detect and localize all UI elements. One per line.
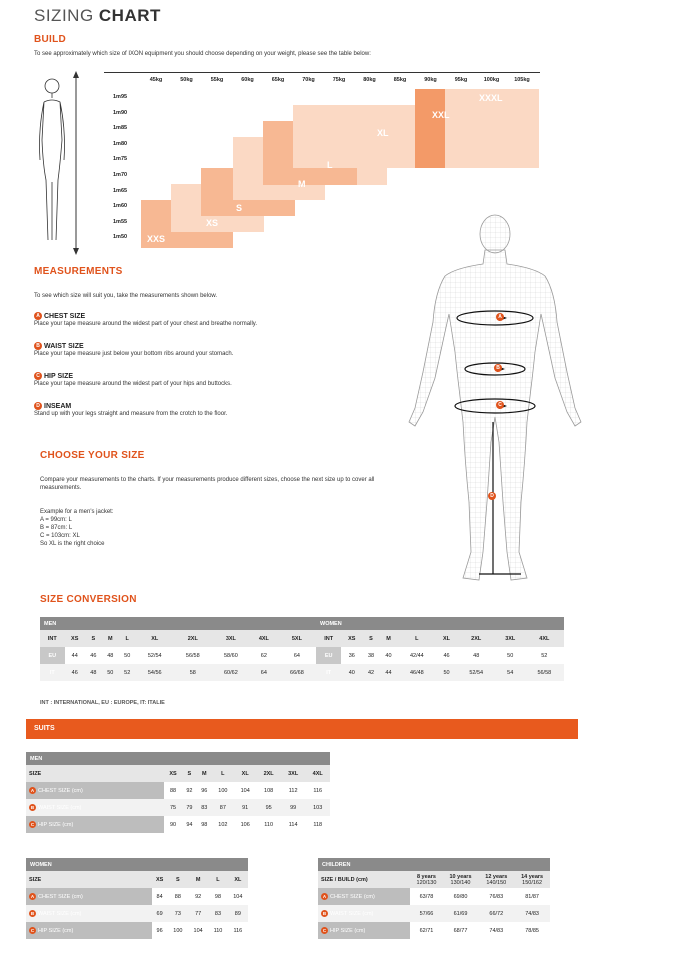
figure-badge-d-icon: D bbox=[488, 492, 496, 500]
size-header: 3XL bbox=[281, 765, 306, 782]
height-label: 1m75 bbox=[113, 156, 128, 163]
height-label: 1m50 bbox=[113, 234, 128, 241]
table-cell: 64 bbox=[250, 664, 278, 681]
table-row bbox=[318, 922, 550, 939]
weight-label: 105kg bbox=[514, 77, 530, 83]
size-band bbox=[323, 121, 415, 168]
measurement-hip: C HIP SIZE Place your tape measure around the widest part of your hips and buttocks. bbox=[34, 372, 232, 387]
table-cell: 96 bbox=[156, 927, 163, 934]
measurement-list bbox=[34, 312, 374, 418]
table-row bbox=[26, 922, 248, 939]
height-label: 1m80 bbox=[113, 140, 128, 147]
table-cell: 79 bbox=[182, 799, 197, 816]
table-cell: 63/78 bbox=[419, 893, 434, 900]
table-cell: 57/66 bbox=[410, 905, 442, 922]
size-band-label: M bbox=[298, 179, 306, 189]
size-header-label: SIZE bbox=[26, 765, 164, 782]
size-header: S bbox=[182, 765, 197, 782]
table-cell: 58 bbox=[174, 664, 212, 681]
table-cell: 104 bbox=[240, 787, 250, 794]
row-label-text: CHEST SIZE (cm) bbox=[330, 893, 375, 900]
conversion-men-table: MEN INT XS S M L XL 2XL 3XL 4XL 5XL EU 44 46 48 50 52/54 56/58 58/60 62 64 IT 46 48 50 52 54/56 58 60/62 64 66/68 bbox=[40, 617, 316, 681]
size-age: 10 years bbox=[449, 873, 472, 880]
table-cell: 46/48 bbox=[397, 664, 436, 681]
table-cell: 42/44 bbox=[409, 652, 424, 659]
table-cell: 58/60 bbox=[223, 652, 238, 659]
table-cell: 95 bbox=[256, 799, 281, 816]
choose-example: Example for a men's jacket: A = 99cm: L B = 87cm: L C = 103cm: XL So XL is the right choice bbox=[40, 509, 114, 547]
height-label: 1m95 bbox=[113, 94, 128, 100]
size-header-label: SIZE / BUILD (cm) bbox=[318, 871, 410, 888]
table-row bbox=[318, 888, 550, 905]
suits-banner: SUITS bbox=[26, 719, 578, 739]
size-build: 130/140 bbox=[450, 879, 471, 886]
table-cell: 99 bbox=[281, 799, 306, 816]
build-heading: BUILD bbox=[34, 34, 67, 45]
weight-label: 75kg bbox=[332, 77, 346, 83]
table-cell: 96 bbox=[201, 787, 208, 794]
size-header: M bbox=[197, 765, 212, 782]
table-cell: EU bbox=[316, 647, 341, 664]
conversion-heading: SIZE CONVERSION bbox=[40, 594, 137, 605]
table-cell: 48 bbox=[473, 652, 480, 659]
size-header bbox=[410, 871, 442, 888]
size-header: XL bbox=[228, 871, 248, 888]
table-cell: 54 bbox=[496, 664, 525, 681]
table-cell: IT bbox=[316, 664, 341, 681]
table-cell: EU bbox=[40, 647, 65, 664]
table-cell: 94 bbox=[186, 821, 193, 828]
table-cell: 83 bbox=[197, 799, 212, 816]
table-cell: IT bbox=[40, 664, 65, 681]
row-label bbox=[26, 922, 152, 939]
table-cell: 81/87 bbox=[525, 893, 539, 900]
table-cell: 100 bbox=[173, 927, 183, 934]
table-cell: 50 bbox=[437, 664, 457, 681]
measurement-inseam: D INSEAM Stand up with your legs straight and measure from the crotch to the floor. bbox=[34, 402, 228, 417]
table-cell: 98 bbox=[201, 821, 208, 828]
row-label bbox=[318, 905, 410, 922]
measurement-waist: B WAIST SIZE Place your tape measure just below your bottom ribs around your stomach. bbox=[34, 342, 234, 357]
table-cell: 50 bbox=[124, 652, 131, 659]
table-row bbox=[26, 816, 330, 833]
table-cell: M bbox=[102, 630, 119, 647]
table-cell: 104 bbox=[193, 927, 203, 934]
size-header: XS bbox=[164, 765, 182, 782]
table-cell: 36 bbox=[348, 652, 355, 659]
weight-label: 55kg bbox=[210, 77, 224, 83]
figure-badge-a-icon: A bbox=[496, 313, 504, 321]
table-cell: 2XL bbox=[174, 630, 212, 647]
table-cell: 52/54 bbox=[147, 652, 162, 659]
table-cell: 60/62 bbox=[212, 664, 250, 681]
size-header: 2XL bbox=[256, 765, 281, 782]
table-cell: XS bbox=[341, 630, 362, 647]
weight-label: 70kg bbox=[302, 77, 315, 83]
size-build: 140/150 bbox=[486, 879, 507, 886]
table-cell: 40 bbox=[385, 652, 392, 659]
weight-label: 60kg bbox=[241, 77, 254, 83]
table-cell: 108 bbox=[264, 787, 274, 794]
table-cell: XS bbox=[65, 630, 85, 647]
table-cell: 44 bbox=[380, 664, 397, 681]
size-build: 150/162 bbox=[522, 879, 543, 886]
size-header bbox=[478, 871, 514, 888]
badge-icon: C bbox=[30, 928, 35, 933]
row-label-text: HIP SIZE (cm) bbox=[38, 927, 74, 934]
table-cell: 88 bbox=[169, 787, 177, 794]
suits-men-table: MEN SIZE XS S M L XL 2XL 3XL 4XL A CHEST SIZE (cm) 88 92 96 100 104 108 112 116 B WAIST SIZE (cm) 75 79 83 87 91 95 99 103 C HIP SIZE (cm) 90 94 98 102 106 110 114 118 bbox=[26, 752, 330, 833]
table-cell: 48 bbox=[107, 652, 114, 659]
table-cell: 102 bbox=[218, 821, 228, 828]
table-cell: 87 bbox=[212, 799, 234, 816]
build-intro: To see approximately which size of IXON equipment you should choose depending on your weight, please see the table below: bbox=[34, 51, 371, 57]
table-cell: 66/68 bbox=[278, 664, 316, 681]
table-cell: 66/72 bbox=[478, 905, 514, 922]
row-label-text: WAIST SIZE (cm) bbox=[330, 910, 374, 917]
table-cell: 83 bbox=[208, 905, 227, 922]
table-cell: S bbox=[362, 630, 379, 647]
table-cell: 118 bbox=[313, 821, 323, 828]
badge-icon: A bbox=[30, 894, 35, 899]
table-cell: 4XL bbox=[250, 630, 278, 647]
table-cell: 62/71 bbox=[419, 927, 434, 934]
row-label bbox=[26, 799, 164, 816]
table-cell: 112 bbox=[288, 787, 298, 794]
table-row bbox=[26, 888, 248, 905]
table-cell: 92 bbox=[186, 787, 193, 794]
height-label: 1m90 bbox=[113, 109, 128, 116]
size-build: 120/130 bbox=[416, 879, 437, 886]
weight-label: 50kg bbox=[180, 77, 193, 83]
badge-d-icon: D bbox=[34, 402, 42, 410]
table-cell: 116 bbox=[233, 927, 243, 934]
weight-label: 65kg bbox=[271, 77, 285, 83]
table-cell: INT bbox=[40, 630, 65, 647]
size-header bbox=[443, 871, 479, 888]
size-age: 14 years bbox=[521, 873, 544, 880]
table-cell: 54/56 bbox=[136, 664, 174, 681]
table-cell: 73 bbox=[168, 905, 188, 922]
weight-label: 100kg bbox=[483, 77, 500, 83]
size-band-label: S bbox=[236, 203, 243, 213]
table-cell: 100 bbox=[218, 787, 228, 794]
size-header: L bbox=[208, 871, 227, 888]
row-label-text: CHEST SIZE (cm) bbox=[38, 893, 83, 900]
height-label: 1m70 bbox=[113, 172, 128, 178]
size-age: 12 years bbox=[485, 873, 508, 880]
table-cell: 89 bbox=[228, 905, 248, 922]
size-age: 8 years bbox=[416, 873, 436, 880]
height-label: 1m60 bbox=[113, 203, 128, 210]
table-cell: 77 bbox=[188, 905, 208, 922]
table-row bbox=[26, 905, 248, 922]
table-cell: 44 bbox=[71, 652, 78, 659]
row-label-text: HIP SIZE (cm) bbox=[330, 927, 366, 934]
size-band-label: XL bbox=[377, 128, 389, 138]
table-cell: 46 bbox=[65, 664, 85, 681]
badge-c-icon: C bbox=[34, 372, 42, 380]
size-band-label: XXXL bbox=[479, 93, 503, 103]
table-cell: 40 bbox=[341, 664, 362, 681]
weight-label: 80kg bbox=[363, 77, 376, 83]
size-header: S bbox=[168, 871, 188, 888]
table-cell: S bbox=[85, 630, 102, 647]
table-cell: 38 bbox=[367, 652, 375, 659]
weight-label: 90kg bbox=[424, 77, 437, 83]
table-cell: 56/58 bbox=[525, 664, 564, 681]
row-label bbox=[26, 905, 152, 922]
table-cell: 62 bbox=[260, 652, 267, 659]
badge-icon: B bbox=[322, 911, 327, 916]
table-cell: 90 bbox=[169, 821, 177, 828]
table-row bbox=[318, 905, 550, 922]
table-cell: 68/77 bbox=[453, 927, 468, 934]
table-cell: 50 bbox=[507, 652, 514, 659]
table-cell: L bbox=[119, 630, 136, 647]
height-label: 1m55 bbox=[113, 218, 128, 225]
size-header: XS bbox=[152, 871, 168, 888]
size-header: M bbox=[188, 871, 208, 888]
badge-icon: A bbox=[322, 894, 327, 899]
conversion-note: INT : INTERNATIONAL, EU : EUROPE, IT: ITALIE bbox=[40, 700, 165, 706]
table-cell: 48 bbox=[85, 664, 102, 681]
table-cell: 52 bbox=[541, 652, 548, 659]
figure-badge-b-icon: B bbox=[494, 364, 502, 372]
table-cell: 69 bbox=[152, 905, 168, 922]
table-cell: XL bbox=[136, 630, 174, 647]
size-header: XL bbox=[234, 765, 256, 782]
badge-icon: C bbox=[30, 822, 35, 827]
size-band-label: XS bbox=[206, 218, 219, 228]
table-cell: 46 bbox=[90, 652, 97, 659]
badge-icon: B bbox=[30, 805, 35, 810]
table-cell: 2XL bbox=[457, 630, 496, 647]
table-row bbox=[26, 782, 330, 799]
table-cell: 116 bbox=[313, 787, 323, 794]
table-cell: 88 bbox=[174, 893, 181, 900]
table-cell: 4XL bbox=[525, 630, 564, 647]
table-cell: 42 bbox=[362, 664, 379, 681]
badge-b-icon: B bbox=[34, 342, 42, 350]
height-label: 1m85 bbox=[113, 125, 128, 132]
size-header-label: SIZE bbox=[26, 871, 152, 888]
table-cell: 92 bbox=[195, 893, 202, 900]
table-cell: 98 bbox=[214, 893, 222, 900]
size-band-label: XXS bbox=[147, 234, 166, 244]
weight-label: 95kg bbox=[454, 77, 468, 83]
size-band-label: XXL bbox=[432, 110, 450, 120]
table-cell: 50 bbox=[102, 664, 119, 681]
table-row bbox=[26, 799, 330, 816]
row-label bbox=[26, 888, 152, 905]
table-cell: 69/80 bbox=[453, 893, 468, 900]
table-cell: 64 bbox=[293, 652, 300, 659]
measurements-heading: MEASUREMENTS bbox=[34, 266, 123, 277]
table-cell: 52/54 bbox=[457, 664, 496, 681]
measurement-chest: A CHEST SIZE Place your tape measure around the widest part of your chest and breathe normally. bbox=[34, 312, 258, 327]
table-cell: 84 bbox=[156, 893, 163, 900]
table-cell: 56/58 bbox=[185, 652, 200, 659]
table-cell: L bbox=[397, 630, 436, 647]
size-header bbox=[514, 871, 550, 888]
choose-heading: CHOOSE YOUR SIZE bbox=[40, 450, 145, 461]
table-cell: 110 bbox=[264, 821, 274, 828]
table-cell: 78/85 bbox=[525, 927, 539, 934]
body-measurement-figure bbox=[395, 212, 595, 592]
table-cell: 76/83 bbox=[489, 893, 504, 900]
table-cell: 3XL bbox=[496, 630, 525, 647]
figure-badge-c-icon: C bbox=[496, 401, 504, 409]
row-label bbox=[26, 816, 164, 833]
table-cell: 103 bbox=[305, 799, 330, 816]
table-cell: 61/69 bbox=[443, 905, 479, 922]
row-label-text: WAIST SIZE (cm) bbox=[38, 804, 82, 811]
table-cell: 46 bbox=[443, 652, 450, 659]
table-cell: 5XL bbox=[278, 630, 316, 647]
table-cell: 74/83 bbox=[514, 905, 550, 922]
table-cell: M bbox=[380, 630, 397, 647]
suits-women-table: WOMEN SIZE XS S M L XL A CHEST SIZE (cm) 84 88 92 98 104 B WAIST SIZE (cm) 69 73 77 83 89 C HIP SIZE (cm) 96 100 104 110 116 bbox=[26, 858, 248, 939]
badge-a-icon: A bbox=[34, 312, 42, 320]
table-cell: 91 bbox=[234, 799, 256, 816]
measurements-intro: To see which size will suit you, take the measurements shown below. bbox=[34, 293, 218, 299]
table-cell: XL bbox=[437, 630, 457, 647]
table-cell: 104 bbox=[233, 893, 243, 900]
weight-label: 45kg bbox=[149, 77, 163, 83]
row-label-text: HIP SIZE (cm) bbox=[38, 821, 74, 828]
badge-icon: C bbox=[322, 928, 327, 933]
table-cell: 74/83 bbox=[489, 927, 504, 934]
table-cell: 75 bbox=[164, 799, 182, 816]
row-label-text: CHEST SIZE (cm) bbox=[38, 787, 83, 794]
badge-icon: A bbox=[30, 788, 35, 793]
choose-text: Compare your measurements to the charts. If your measurements produce different sizes, choose the next size up to cover all measurements. bbox=[40, 477, 375, 491]
row-label-text: WAIST SIZE (cm) bbox=[38, 910, 82, 917]
size-header: L bbox=[212, 765, 234, 782]
size-band-label: L bbox=[327, 160, 333, 170]
table-cell: INT bbox=[316, 630, 341, 647]
table-cell: 106 bbox=[240, 821, 250, 828]
badge-icon: B bbox=[30, 911, 35, 916]
table-cell: 114 bbox=[288, 821, 298, 828]
row-label bbox=[318, 922, 410, 939]
suits-children-table: CHILDREN SIZE / BUILD (cm) 8 years 120/130 10 years 130/140 12 years 140/150 14 years 150/162 A CHEST SIZE (cm) 63/78 69/80 76/83 81/87 B WAIST SIZE (cm) 57/66 61/69 66/72 74/83 C HIP SIZE (cm) 62/71 68/77 74/83 78/85 bbox=[318, 858, 550, 939]
conversion-women-table: WOMEN INT XS S M L XL 2XL 3XL 4XL EU 36 38 40 42/44 46 48 50 52 IT 40 42 44 46/48 50 52/54 54 56/58 bbox=[316, 617, 564, 681]
weight-label: 85kg bbox=[393, 77, 407, 83]
table-cell: 3XL bbox=[212, 630, 250, 647]
size-header: 4XL bbox=[305, 765, 330, 782]
row-label bbox=[318, 888, 410, 905]
row-label bbox=[26, 782, 164, 799]
height-label: 1m65 bbox=[113, 187, 128, 194]
table-cell: 110 bbox=[213, 927, 223, 934]
table-cell: 52 bbox=[119, 664, 136, 681]
page-title: SIZING CHART bbox=[34, 6, 161, 25]
